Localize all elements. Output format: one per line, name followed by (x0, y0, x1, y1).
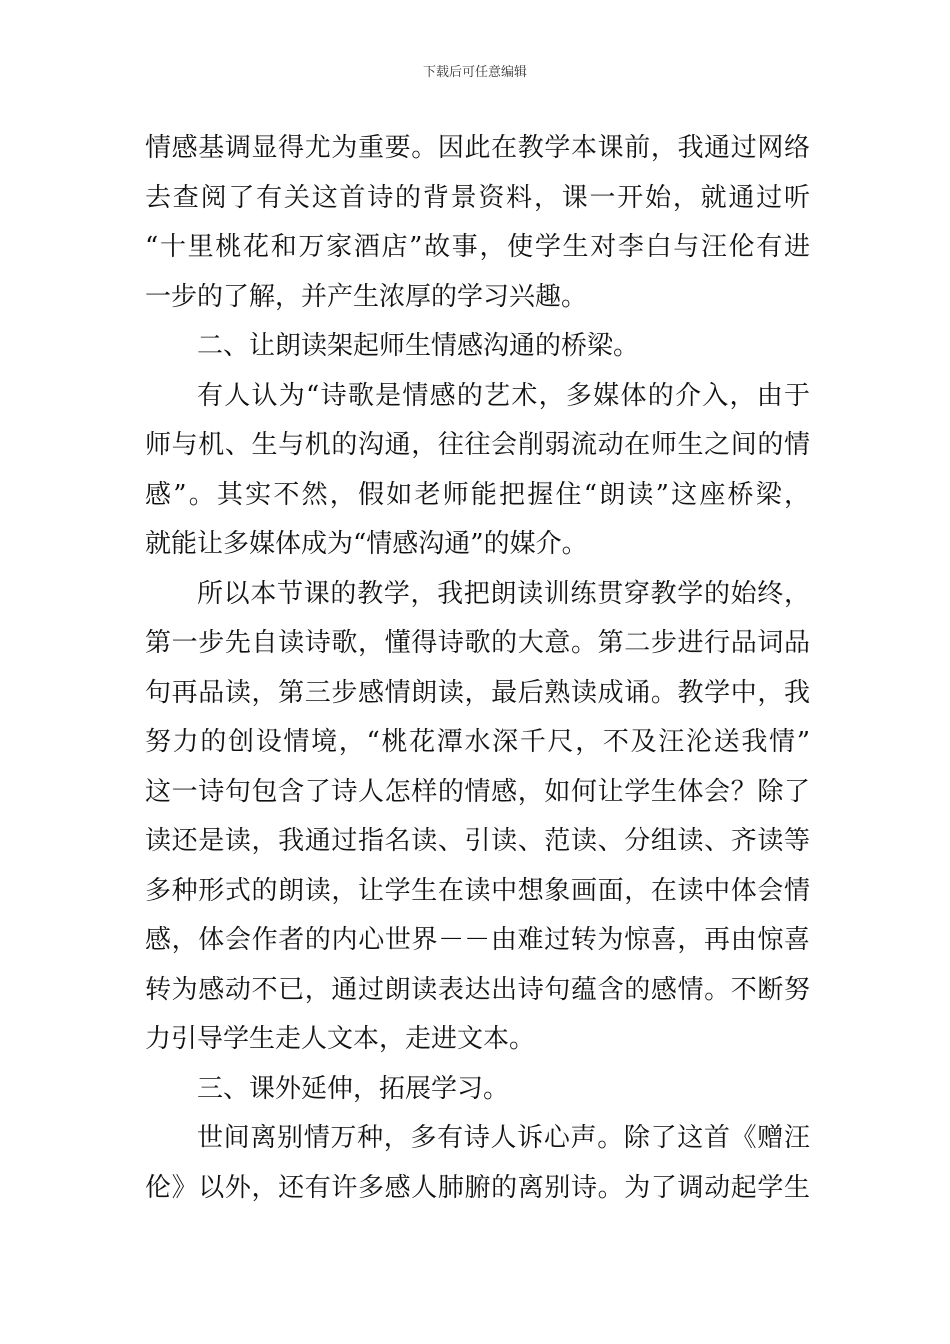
text-line: 第一步先自读诗歌，懂得诗歌的大意。第二步进行品词品 (145, 628, 810, 658)
text-line: 这一诗句包含了诗人怎样的情感，如何让学生体会？除了 (145, 776, 810, 807)
text-line: 伦》以外，还有许多感人肺腑的离别诗。为了调动起学生 (145, 1172, 810, 1203)
text-line: 力引导学生走人文本，走进文本。 (145, 1024, 536, 1054)
text-line: 师与机、生与机的沟通，往往会削弱流动在师生之间的情 (145, 430, 810, 460)
text-line: 感”。其实不然，假如老师能把握住“朗读”这座桥梁， (145, 479, 810, 510)
section-heading: 三、课外延伸，拓展学习。 (197, 1073, 510, 1104)
text-line: 就能让多媒体成为“情感沟通”的媒介。 (145, 529, 588, 559)
document-body (145, 124, 810, 1213)
section-heading: 二、让朗读架起师生情感沟通的桥梁。 (197, 331, 640, 361)
text-line: 感，体会作者的内心世界－－由难过转为惊喜，再由惊喜 (145, 925, 810, 955)
text-line: 所以本节课的教学，我把朗读训练贯穿教学的始终， (197, 578, 810, 609)
text-line: 努力的创设情境，“桃花潭水深千尺，不及汪沦送我情” (145, 727, 810, 757)
text-line: 多种形式的朗读，让学生在读中想象画面，在读中体会情 (145, 875, 810, 906)
page-header: 下载后可任意编辑 (422, 65, 527, 80)
text-line: 情感基调显得尤为重要。因此在教学本课前，我通过网络 (145, 133, 810, 163)
text-line: 有人认为“诗歌是情感的艺术，多媒体的介入，由于 (197, 380, 810, 411)
text-line: 读还是读，我通过指名读、引读、范读、分组读、齐读等 (145, 826, 810, 856)
text-line: 世间离别情万种，多有诗人诉心声。除了这首《赠汪 (197, 1123, 810, 1153)
text-line: 句再品读，第三步感情朗读，最后熟读成诵。教学中，我 (145, 677, 810, 708)
text-line: 转为感动不已，通过朗读表达出诗句蕴含的感情。不断努 (145, 974, 810, 1005)
text-line: “十里桃花和万家酒店”故事，使学生对李白与汪伦有进 (145, 232, 810, 262)
text-line: 去查阅了有关这首诗的背景资料，课一开始，就通过听 (145, 182, 810, 213)
text-line: 一步的了解，并产生浓厚的学习兴趣。 (145, 281, 588, 312)
